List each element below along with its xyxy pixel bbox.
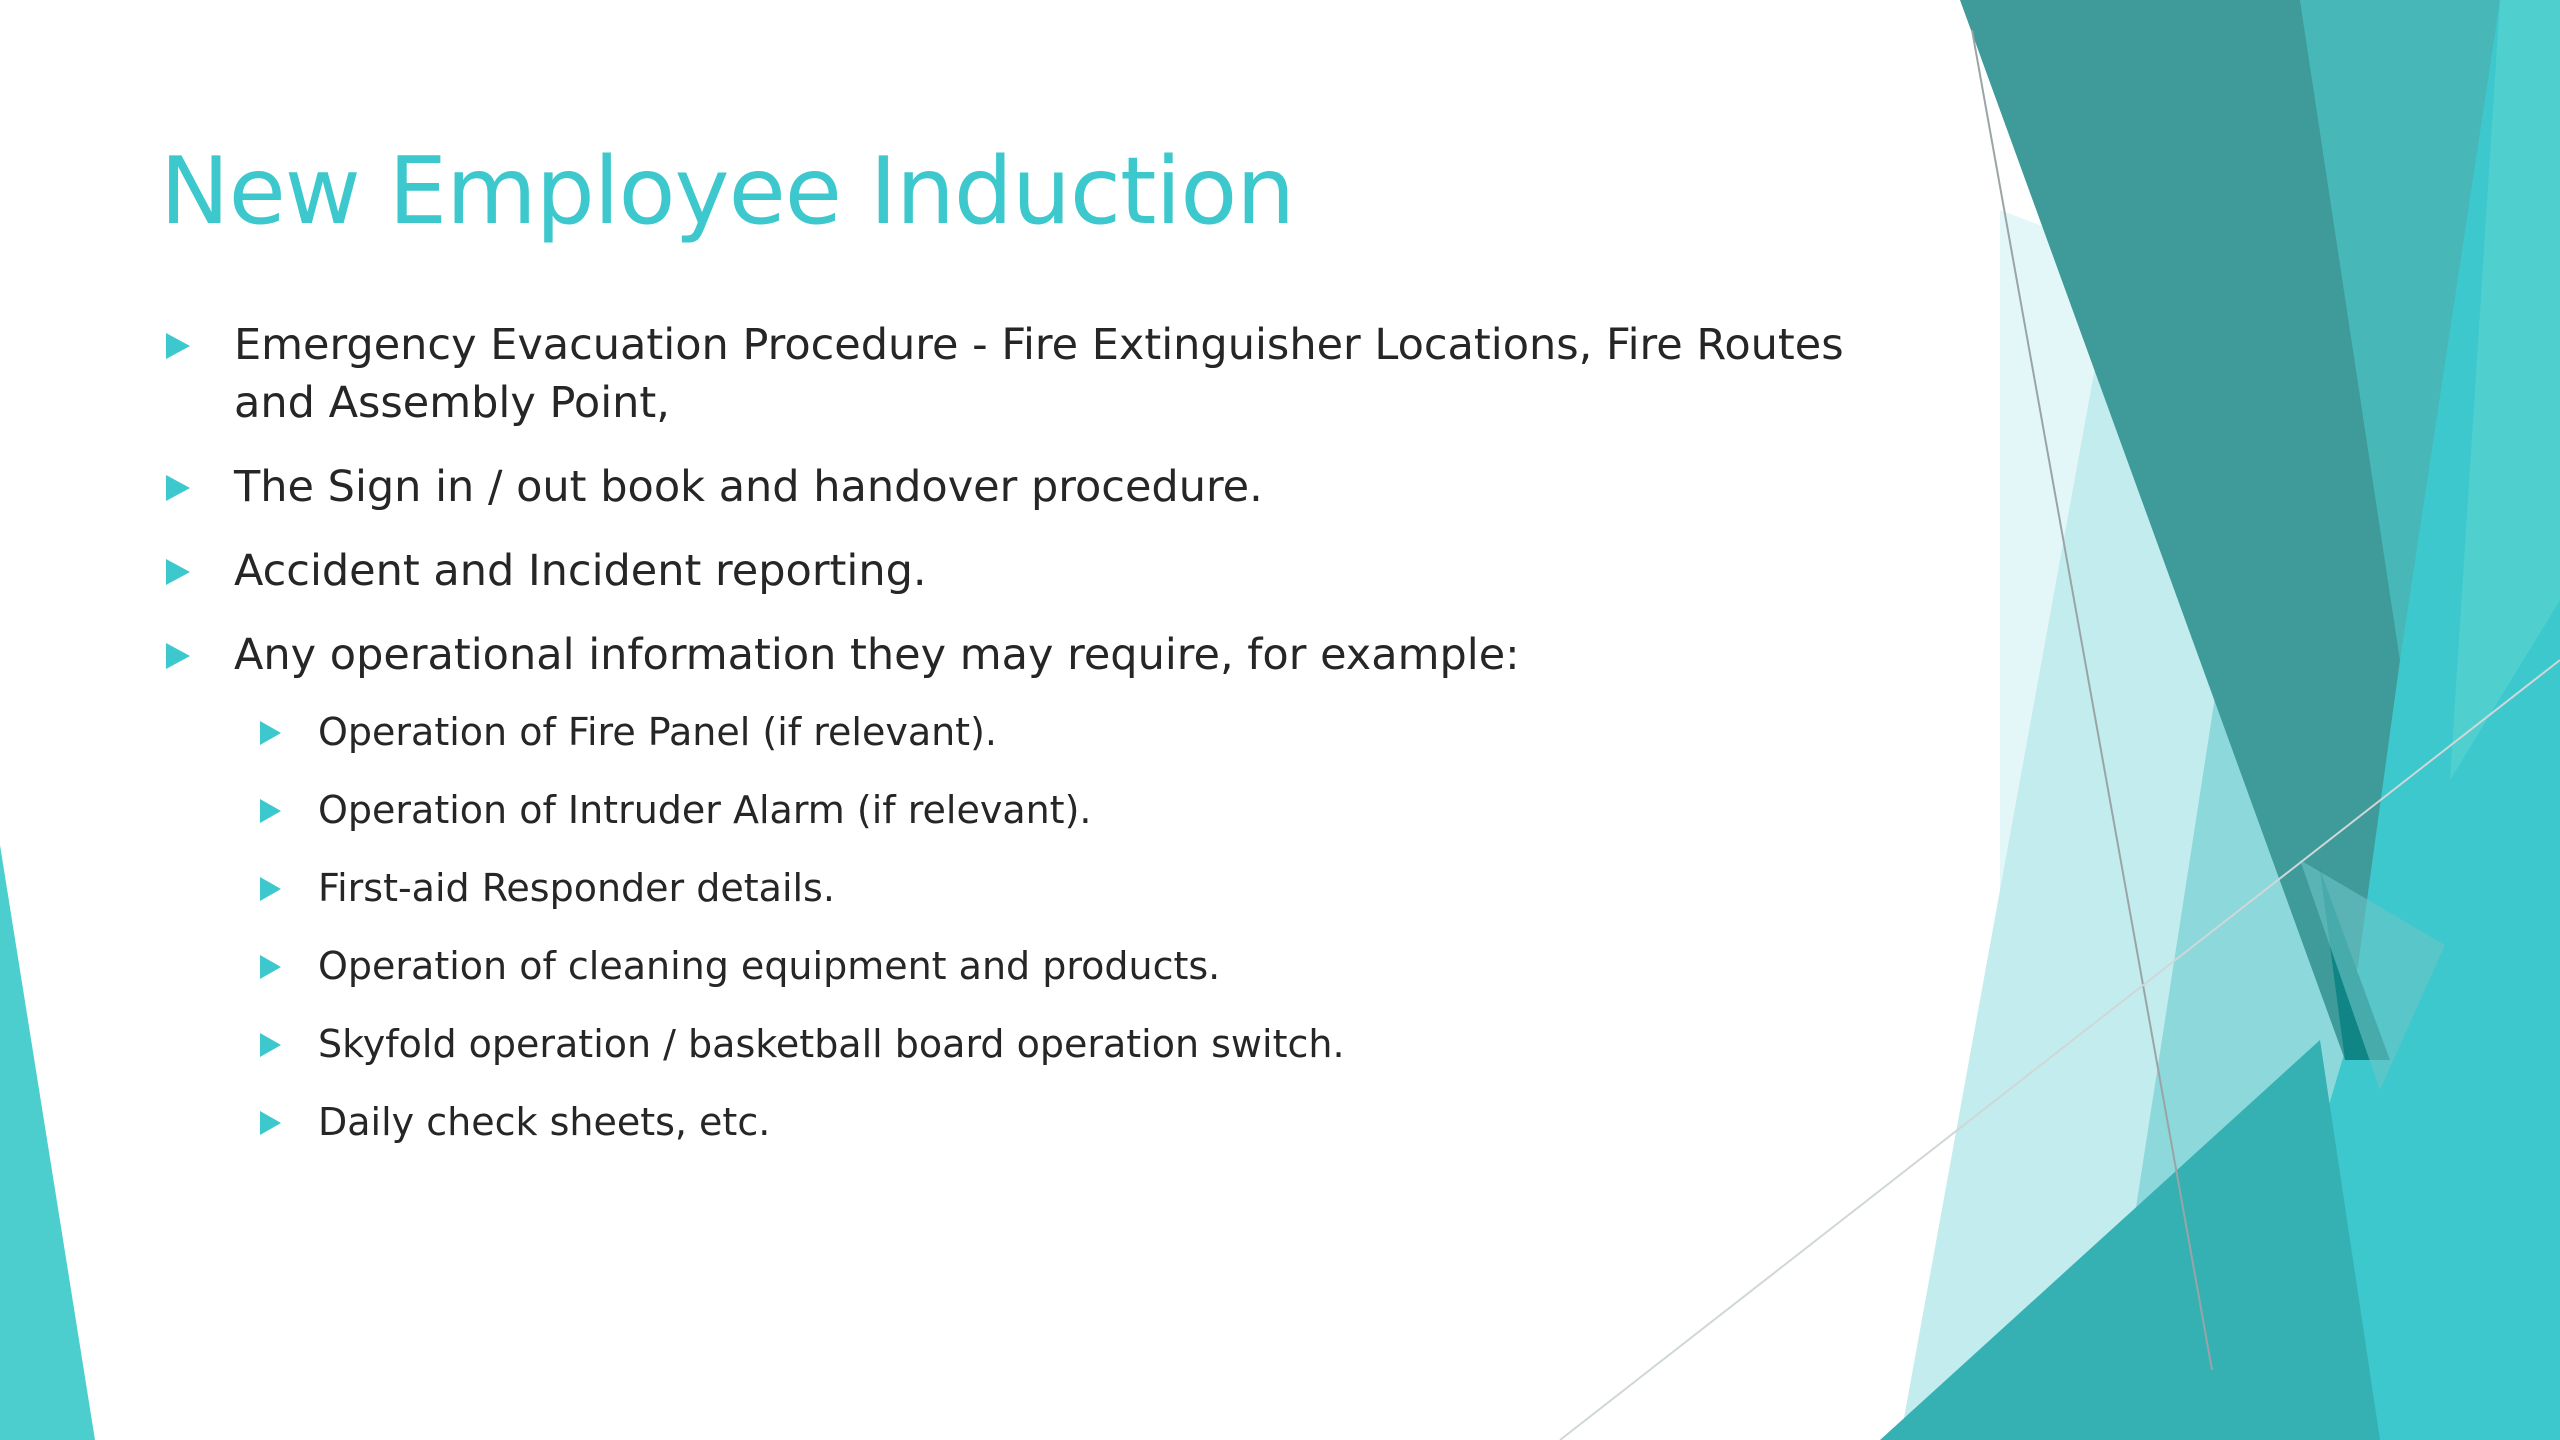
bullet-arrow-icon (166, 643, 190, 669)
sub-bullet-text: Operation of Intruder Alarm (if relevant). (318, 788, 1092, 832)
sub-bullet-text: Daily check sheets, etc. (318, 1100, 771, 1144)
bullet-item (160, 458, 1900, 516)
bullet-text: Emergency Evacuation Procedure - Fire Extinguisher Locations, Fire Routes and Assembly Point, (234, 320, 1844, 428)
bullet-item (160, 626, 1900, 684)
sub-bullet-item (160, 862, 1900, 914)
bullet-item (160, 316, 1900, 432)
slide-title: New Employee Induction (160, 137, 1295, 245)
bullet-arrow-icon (166, 475, 190, 501)
bullet-arrow-icon (166, 559, 190, 585)
sub-bullet-arrow-icon (260, 1111, 281, 1135)
bullet-arrow-icon (166, 333, 190, 359)
bullet-text: Accident and Incident reporting. (234, 546, 927, 596)
sub-bullet-item (160, 1096, 1900, 1148)
sub-bullet-text: Operation of Fire Panel (if relevant). (318, 710, 997, 754)
sub-bullet-text: Operation of cleaning equipment and products. (318, 944, 1221, 988)
sub-bullet-arrow-icon (260, 721, 281, 745)
sub-bullet-arrow-icon (260, 799, 281, 823)
sub-bullet-text: First-aid Responder details. (318, 866, 835, 910)
sub-bullet-item (160, 1018, 1900, 1070)
sub-bullet-text: Skyfold operation / basketball board operation switch. (318, 1022, 1345, 1066)
bullet-text: Any operational information they may require, for example: (234, 630, 1520, 680)
bullet-list (160, 316, 1900, 1174)
sub-bullet-item (160, 784, 1900, 836)
sub-bullet-arrow-icon (260, 877, 281, 901)
sub-bullet-item (160, 706, 1900, 758)
bullet-item (160, 542, 1900, 600)
sub-bullet-item (160, 940, 1900, 992)
sub-bullet-arrow-icon (260, 955, 281, 979)
sub-bullet-arrow-icon (260, 1033, 281, 1057)
bullet-text: The Sign in / out book and handover procedure. (234, 462, 1263, 512)
left-teal-shape (0, 845, 95, 1440)
